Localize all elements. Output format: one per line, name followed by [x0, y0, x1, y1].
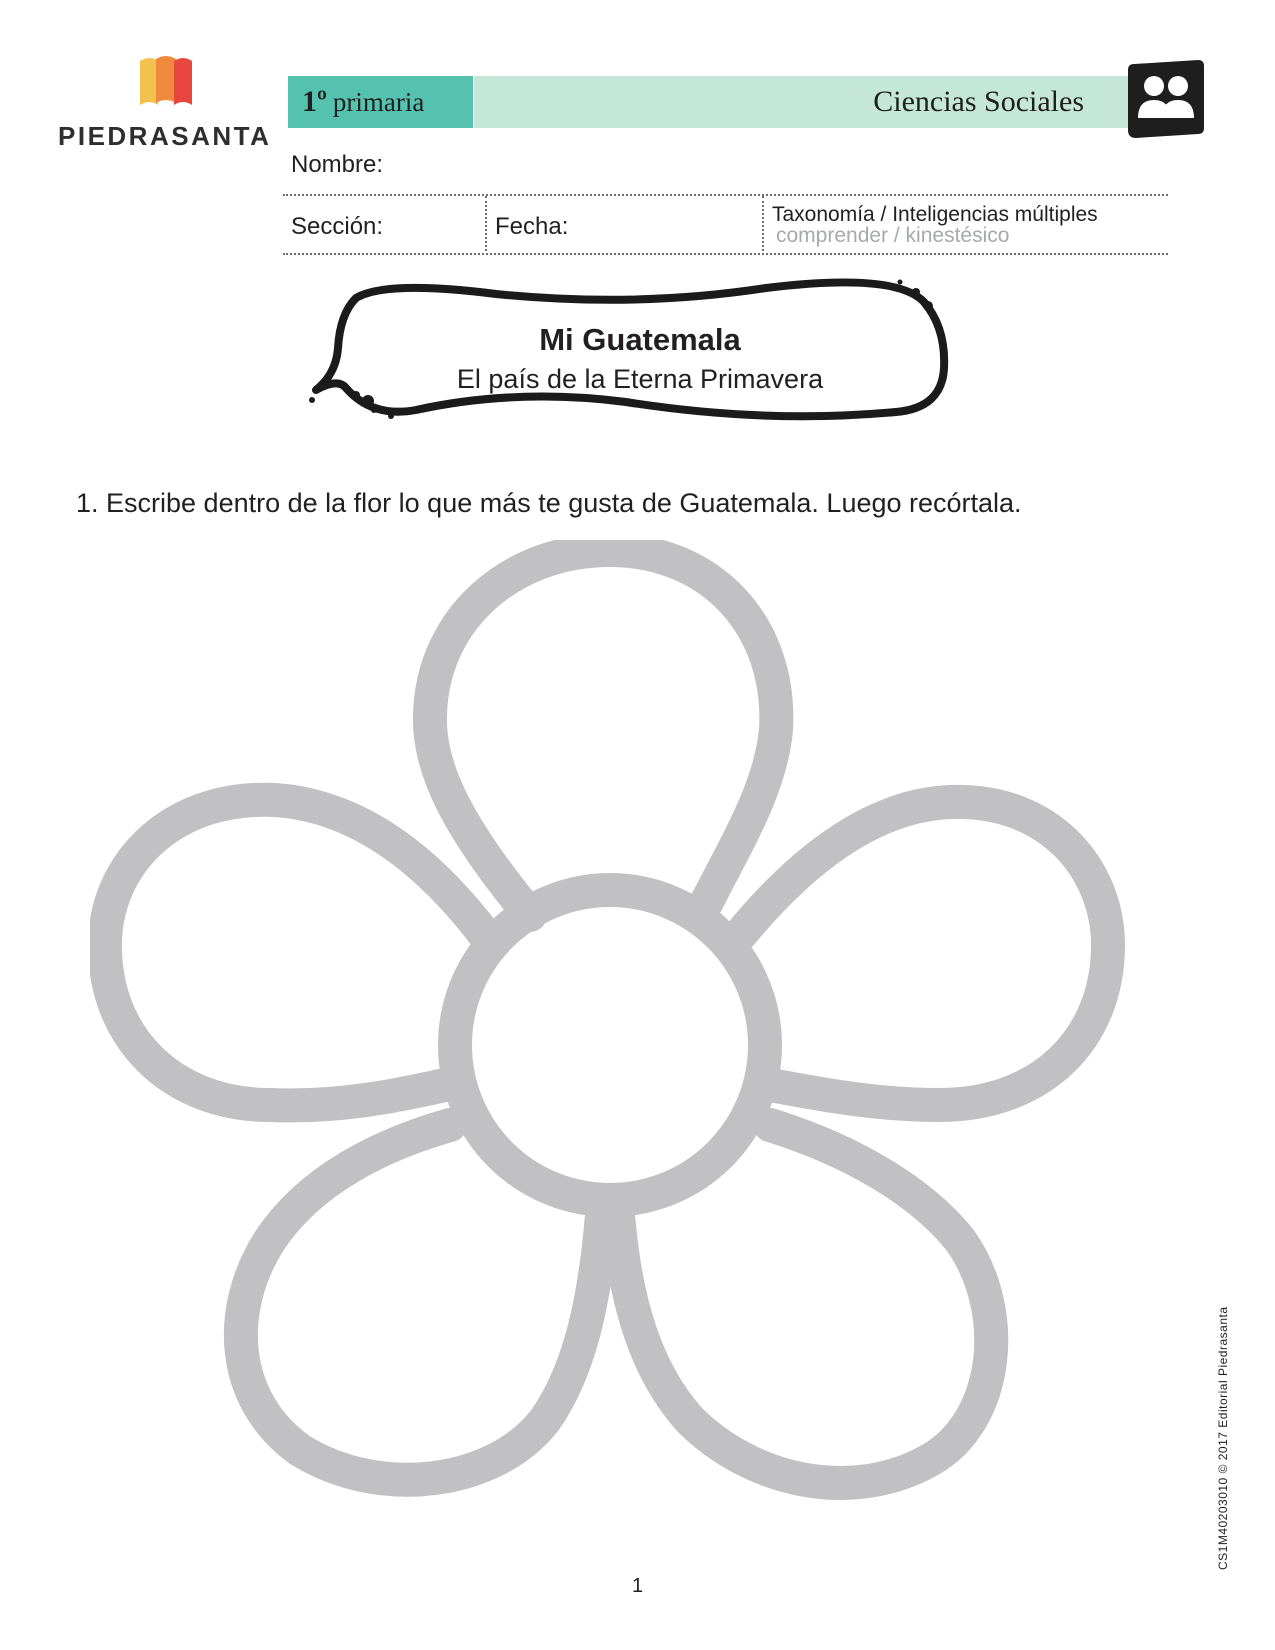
people-group-icon	[1124, 58, 1206, 140]
page-number: 1	[631, 1575, 644, 1597]
flower-petal	[740, 802, 1108, 1105]
divider	[283, 253, 1168, 255]
page-subtitle: El país de la Eterna Primavera	[456, 364, 824, 394]
divider	[762, 196, 764, 251]
grade-label: primaria	[332, 86, 425, 117]
divider	[283, 194, 1168, 196]
section-label: Sección:	[291, 213, 384, 240]
flower-outline	[90, 540, 1180, 1590]
brand-name: PIEDRASANTA	[58, 121, 272, 151]
book-logo-icon	[138, 55, 194, 110]
subject-title: Ciencias Sociales	[873, 85, 1084, 118]
publisher-logo	[58, 55, 273, 155]
taxonomy-value: comprender / kinestésico	[776, 224, 1010, 247]
subject-bar	[474, 76, 1134, 128]
grade-badge	[288, 76, 473, 128]
page-title: Mi Guatemala	[539, 322, 741, 357]
flower-petal	[430, 550, 776, 915]
taxonomy-title: Taxonomía / Inteligencias múltiples	[772, 203, 1098, 226]
copyright-code: CS1M40203010 © 2017 Editorial Piedrasanta	[1216, 1306, 1230, 1570]
name-label: Nombre:	[291, 151, 384, 178]
flower-center	[455, 890, 765, 1200]
title-speech-bubble	[296, 278, 976, 443]
activity-instruction: 1. Escribe dentro de la flor lo que más te gusta de Guatemala. Luego recórtala.	[76, 488, 1022, 518]
divider	[485, 196, 487, 251]
flower-petal	[105, 800, 485, 1106]
date-label: Fecha:	[495, 213, 569, 240]
grade-number: 1º	[302, 85, 327, 118]
